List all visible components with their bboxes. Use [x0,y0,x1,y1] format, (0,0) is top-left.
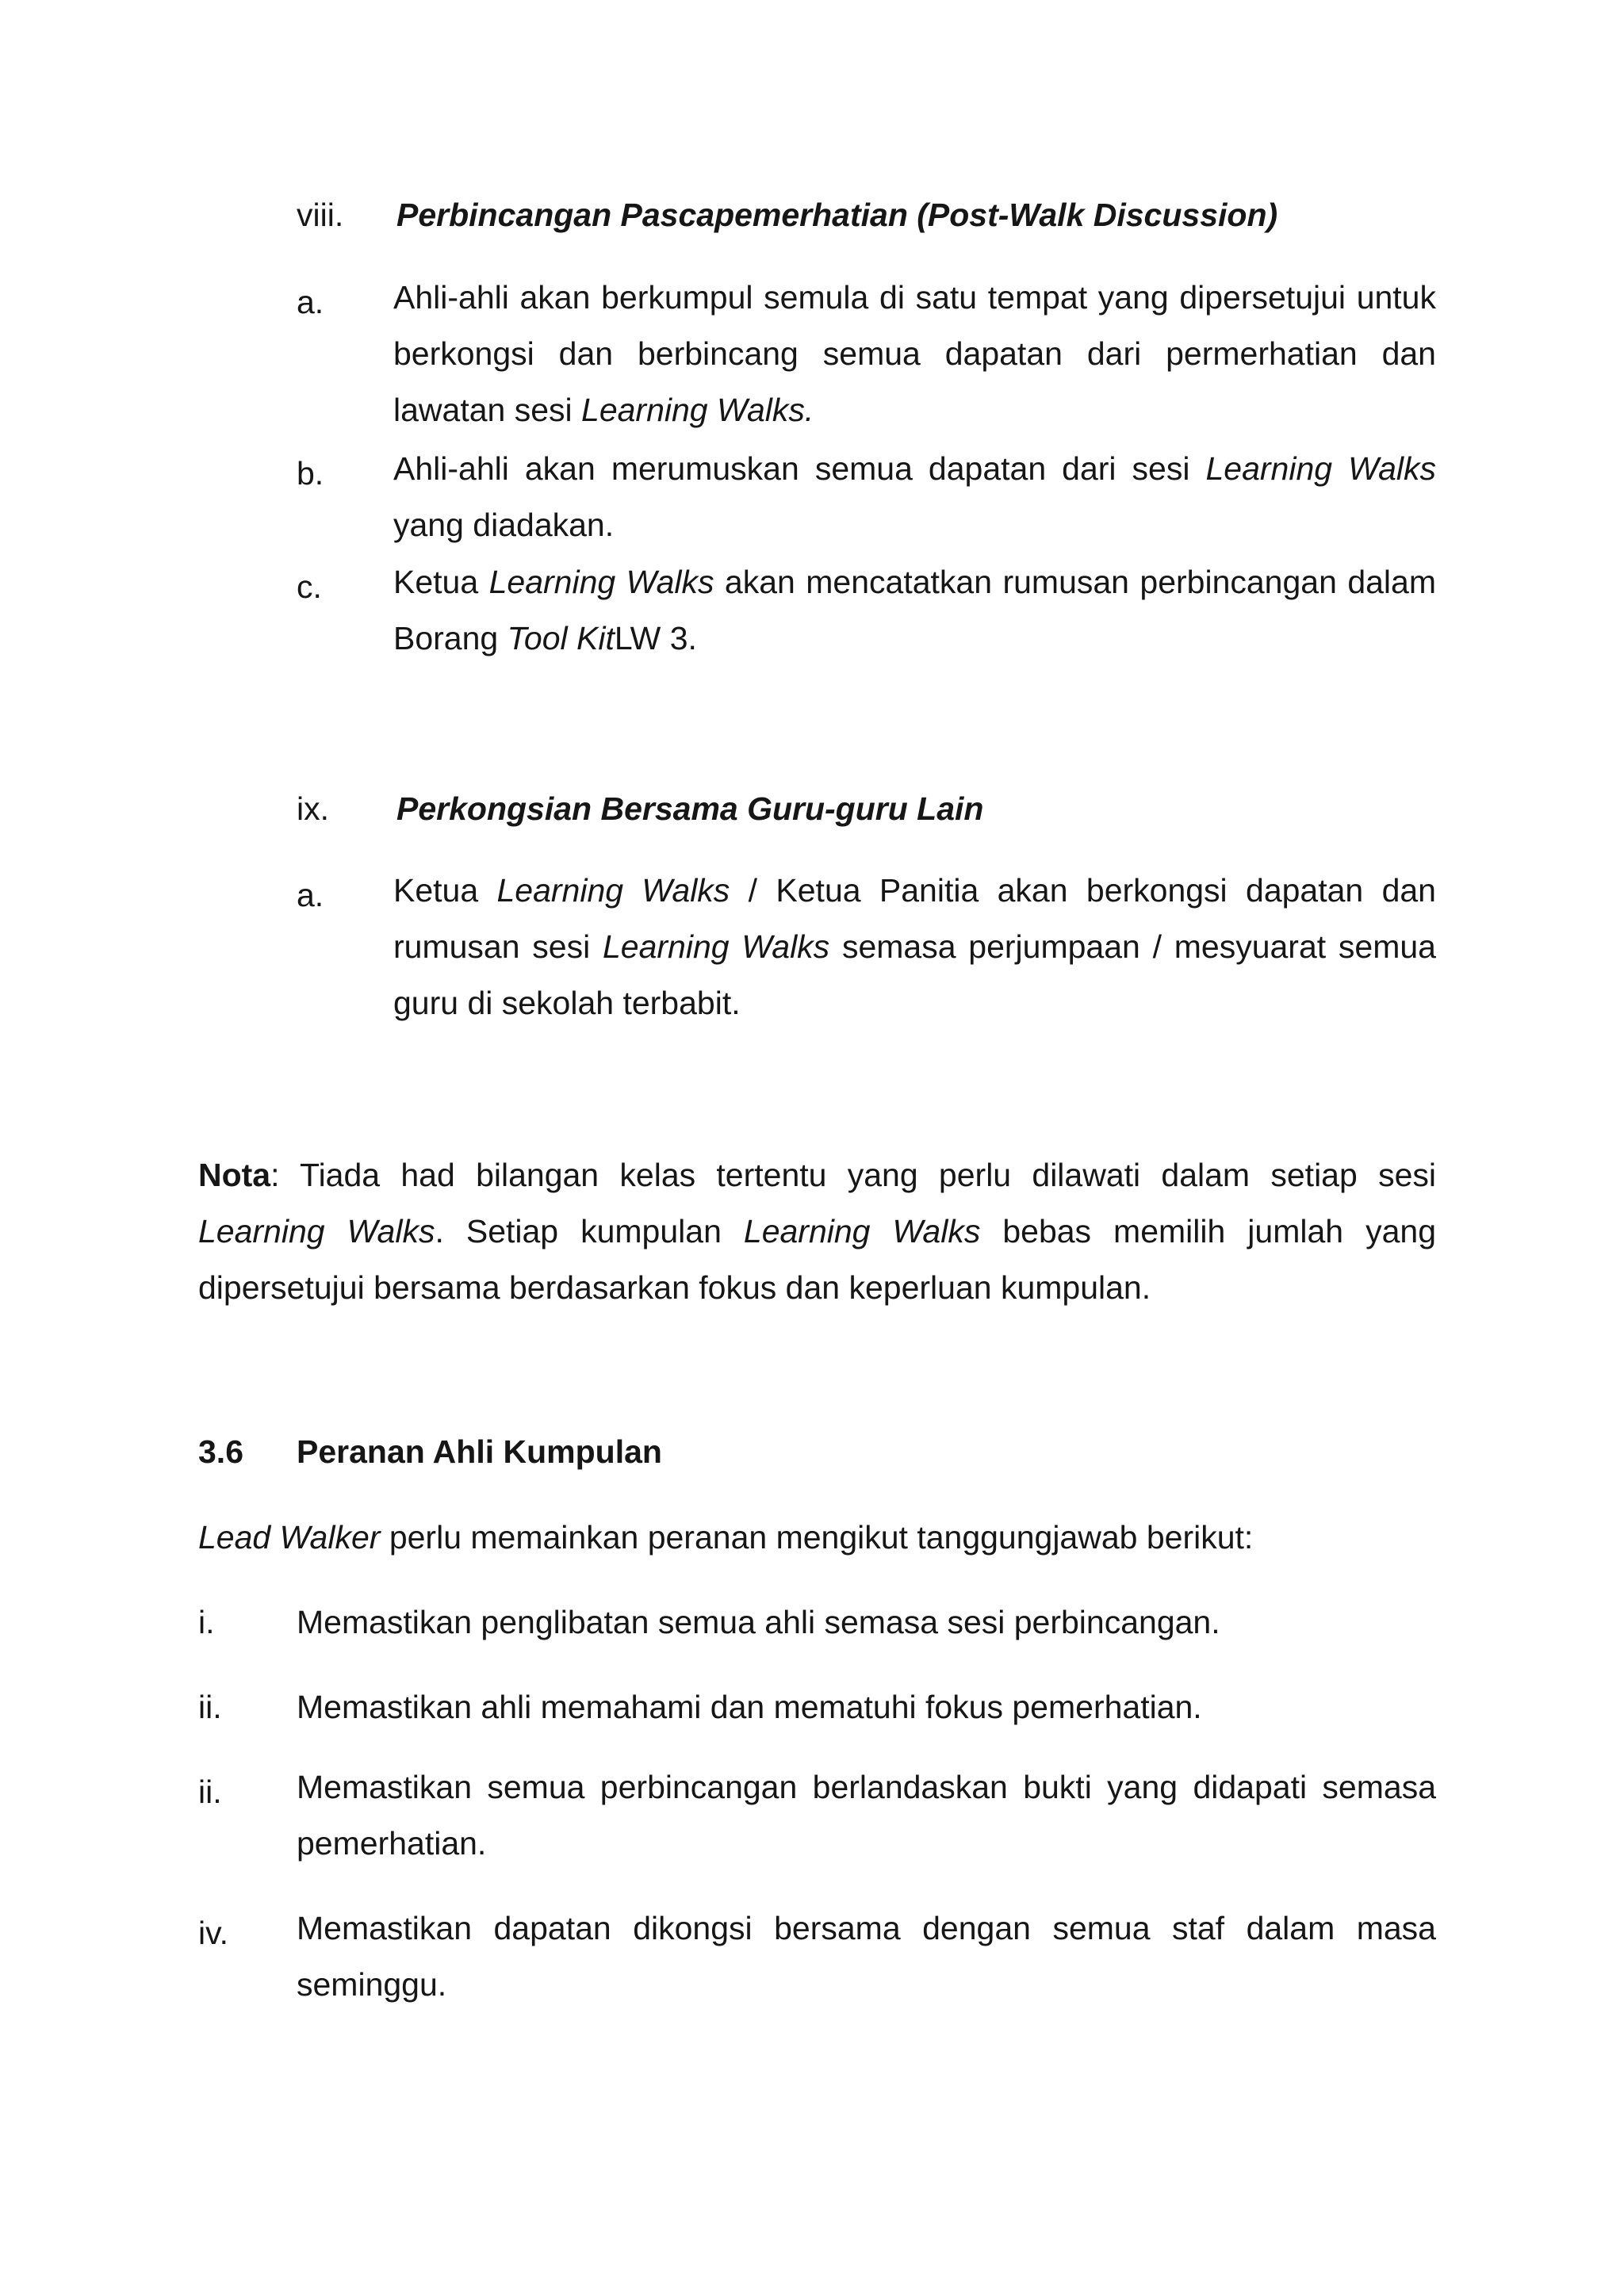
role-item-text: Memastikan penglibatan semua ahli semasa sesi perbincangan. [297,1604,1220,1640]
role-item-text: Memastikan ahli memahami dan mematuhi fokus pemerhatian. [297,1689,1202,1725]
section-3-6-intro: Lead Walker perlu memainkan peranan mengikut tanggungjawab berikut: [198,1519,1254,1556]
item-ix-a-label: a. [297,877,324,913]
item-viii-b-label: b. [297,455,324,492]
item-viii-c-label: c. [297,568,322,605]
section-viii-heading: Perbincangan Pascapemerhatian (Post-Walk Discussion) [396,197,1278,233]
section-viii-numeral: viii. [297,197,344,233]
section-3-6-title: Peranan Ahli Kumpulan [297,1433,662,1470]
section-ix-heading: Perkongsian Bersama Guru-guru Lain [396,790,984,827]
item-viii-a-label: a. [297,284,324,320]
item-viii-c-text: Ketua Learning Walks akan mencatatkan rumusan perbincangan dalam Borang Tool KitLW 3. [393,564,1436,656]
item-ix-a-text: Ketua Learning Walks / Ketua Panitia akan berkongsi dapatan dan rumusan sesi Learning Walks semasa perjumpaan / mesyuarat semua guru di sekolah terbabit. [393,872,1436,1021]
role-item-label: ii. [198,1689,222,1725]
nota-paragraph: Nota: Tiada had bilangan kelas tertentu yang perlu dilawati dalam setiap sesi Learning Walks. Setiap kumpulan Learning Walks bebas memilih jumlah yang dipersetujui bersama berdasarkan fokus dan keperluan kumpulan. [198,1157,1436,1306]
section-3-6-number: 3.6 [198,1433,243,1470]
item-viii-b-text: Ahli-ahli akan merumuskan semua dapatan dari sesi Learning Walks yang diadakan. [393,450,1436,543]
role-item-text: Memastikan dapatan dikongsi bersama dengan semua staf dalam masa seminggu. [297,1910,1436,2003]
role-item-label: i. [198,1604,215,1640]
item-viii-a-text: Ahli-ahli akan berkumpul semula di satu tempat yang dipersetujui untuk berkongsi dan berbincang semua dapatan dari permerhatian dan lawatan sesi Learning Walks. [393,279,1436,428]
role-item-label: iv. [198,1915,228,1951]
section-ix-numeral: ix. [297,790,329,827]
role-item-label: ii. [198,1774,222,1810]
role-item-text: Memastikan semua perbincangan berlandaskan bukti yang didapati semasa pemerhatian. [297,1769,1436,1862]
